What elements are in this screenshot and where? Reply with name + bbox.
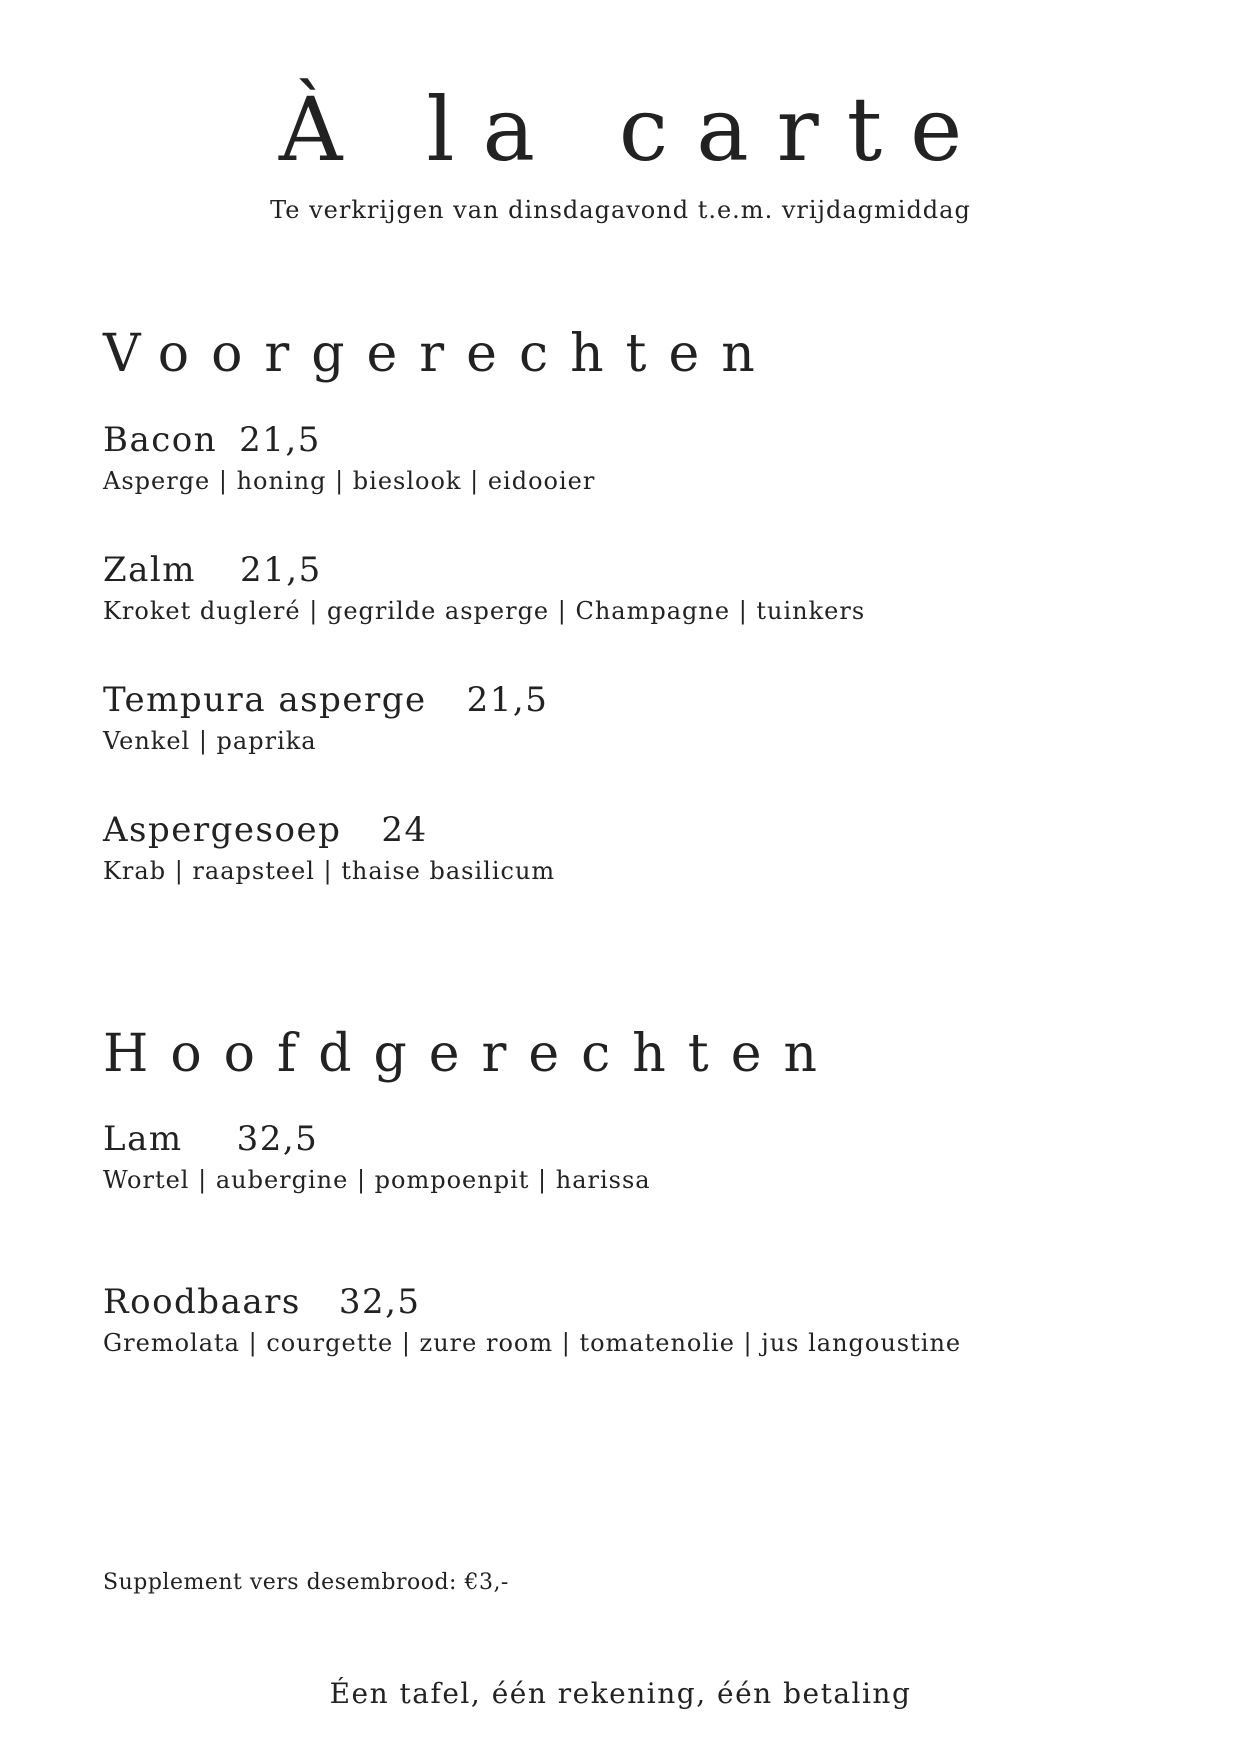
dish-price: 21,5 [240, 550, 322, 590]
dish-description: Asperge | honing | bieslook | eidooier [103, 467, 596, 495]
dish-item [103, 810, 556, 885]
dish-title-line [103, 680, 549, 720]
dish-description: Wortel | aubergine | pompoenpit | harissa [103, 1166, 651, 1194]
availability-subtitle: Te verkrijgen van dinsdagavond t.e.m. vrijdagmiddag [270, 196, 971, 224]
dish-title-line [103, 1119, 651, 1159]
dish-name: Bacon [103, 420, 218, 460]
dish-item [103, 1119, 651, 1194]
dish-name: Tempura asperge [103, 680, 427, 720]
dish-name: Roodbaars [103, 1282, 301, 1322]
section-heading-hoofdgerechten: Hoofdgerechten [103, 1024, 839, 1084]
page-title: À la carte [278, 78, 991, 181]
dish-description: Venkel | paprika [103, 727, 317, 755]
dish-name: Lam [103, 1119, 183, 1159]
dish-price: 21,5 [239, 420, 321, 460]
dish-price: 21,5 [466, 680, 549, 720]
dish-price: 32,5 [236, 1119, 319, 1159]
dish-item [103, 680, 549, 755]
dish-title-line [103, 550, 865, 590]
dish-description: Kroket dugleré | gegrilde asperge | Champagne | tuinkers [103, 597, 866, 625]
dish-description: Krab | raapsteel | thaise basilicum [103, 857, 556, 885]
dish-price: 32,5 [338, 1282, 421, 1322]
bread-supplement-note: Supplement vers desembrood: €3,- [103, 1570, 509, 1595]
dish-title-line [103, 420, 595, 460]
dish-item [103, 1282, 962, 1357]
dish-price: 24 [381, 810, 428, 850]
dish-item [103, 420, 596, 495]
dish-title-line [103, 810, 555, 850]
footer-note: Éen tafel, één rekening, één betaling [329, 1677, 912, 1710]
dish-name: Zalm [103, 550, 197, 590]
dish-name: Aspergesoep [103, 810, 342, 850]
dish-item [103, 550, 866, 625]
dish-description: Gremolata | courgette | zure room | tomatenolie | jus langoustine [103, 1329, 962, 1357]
dish-title-line [103, 1282, 961, 1322]
section-heading-voorgerechten: Voorgerechten [103, 324, 777, 384]
